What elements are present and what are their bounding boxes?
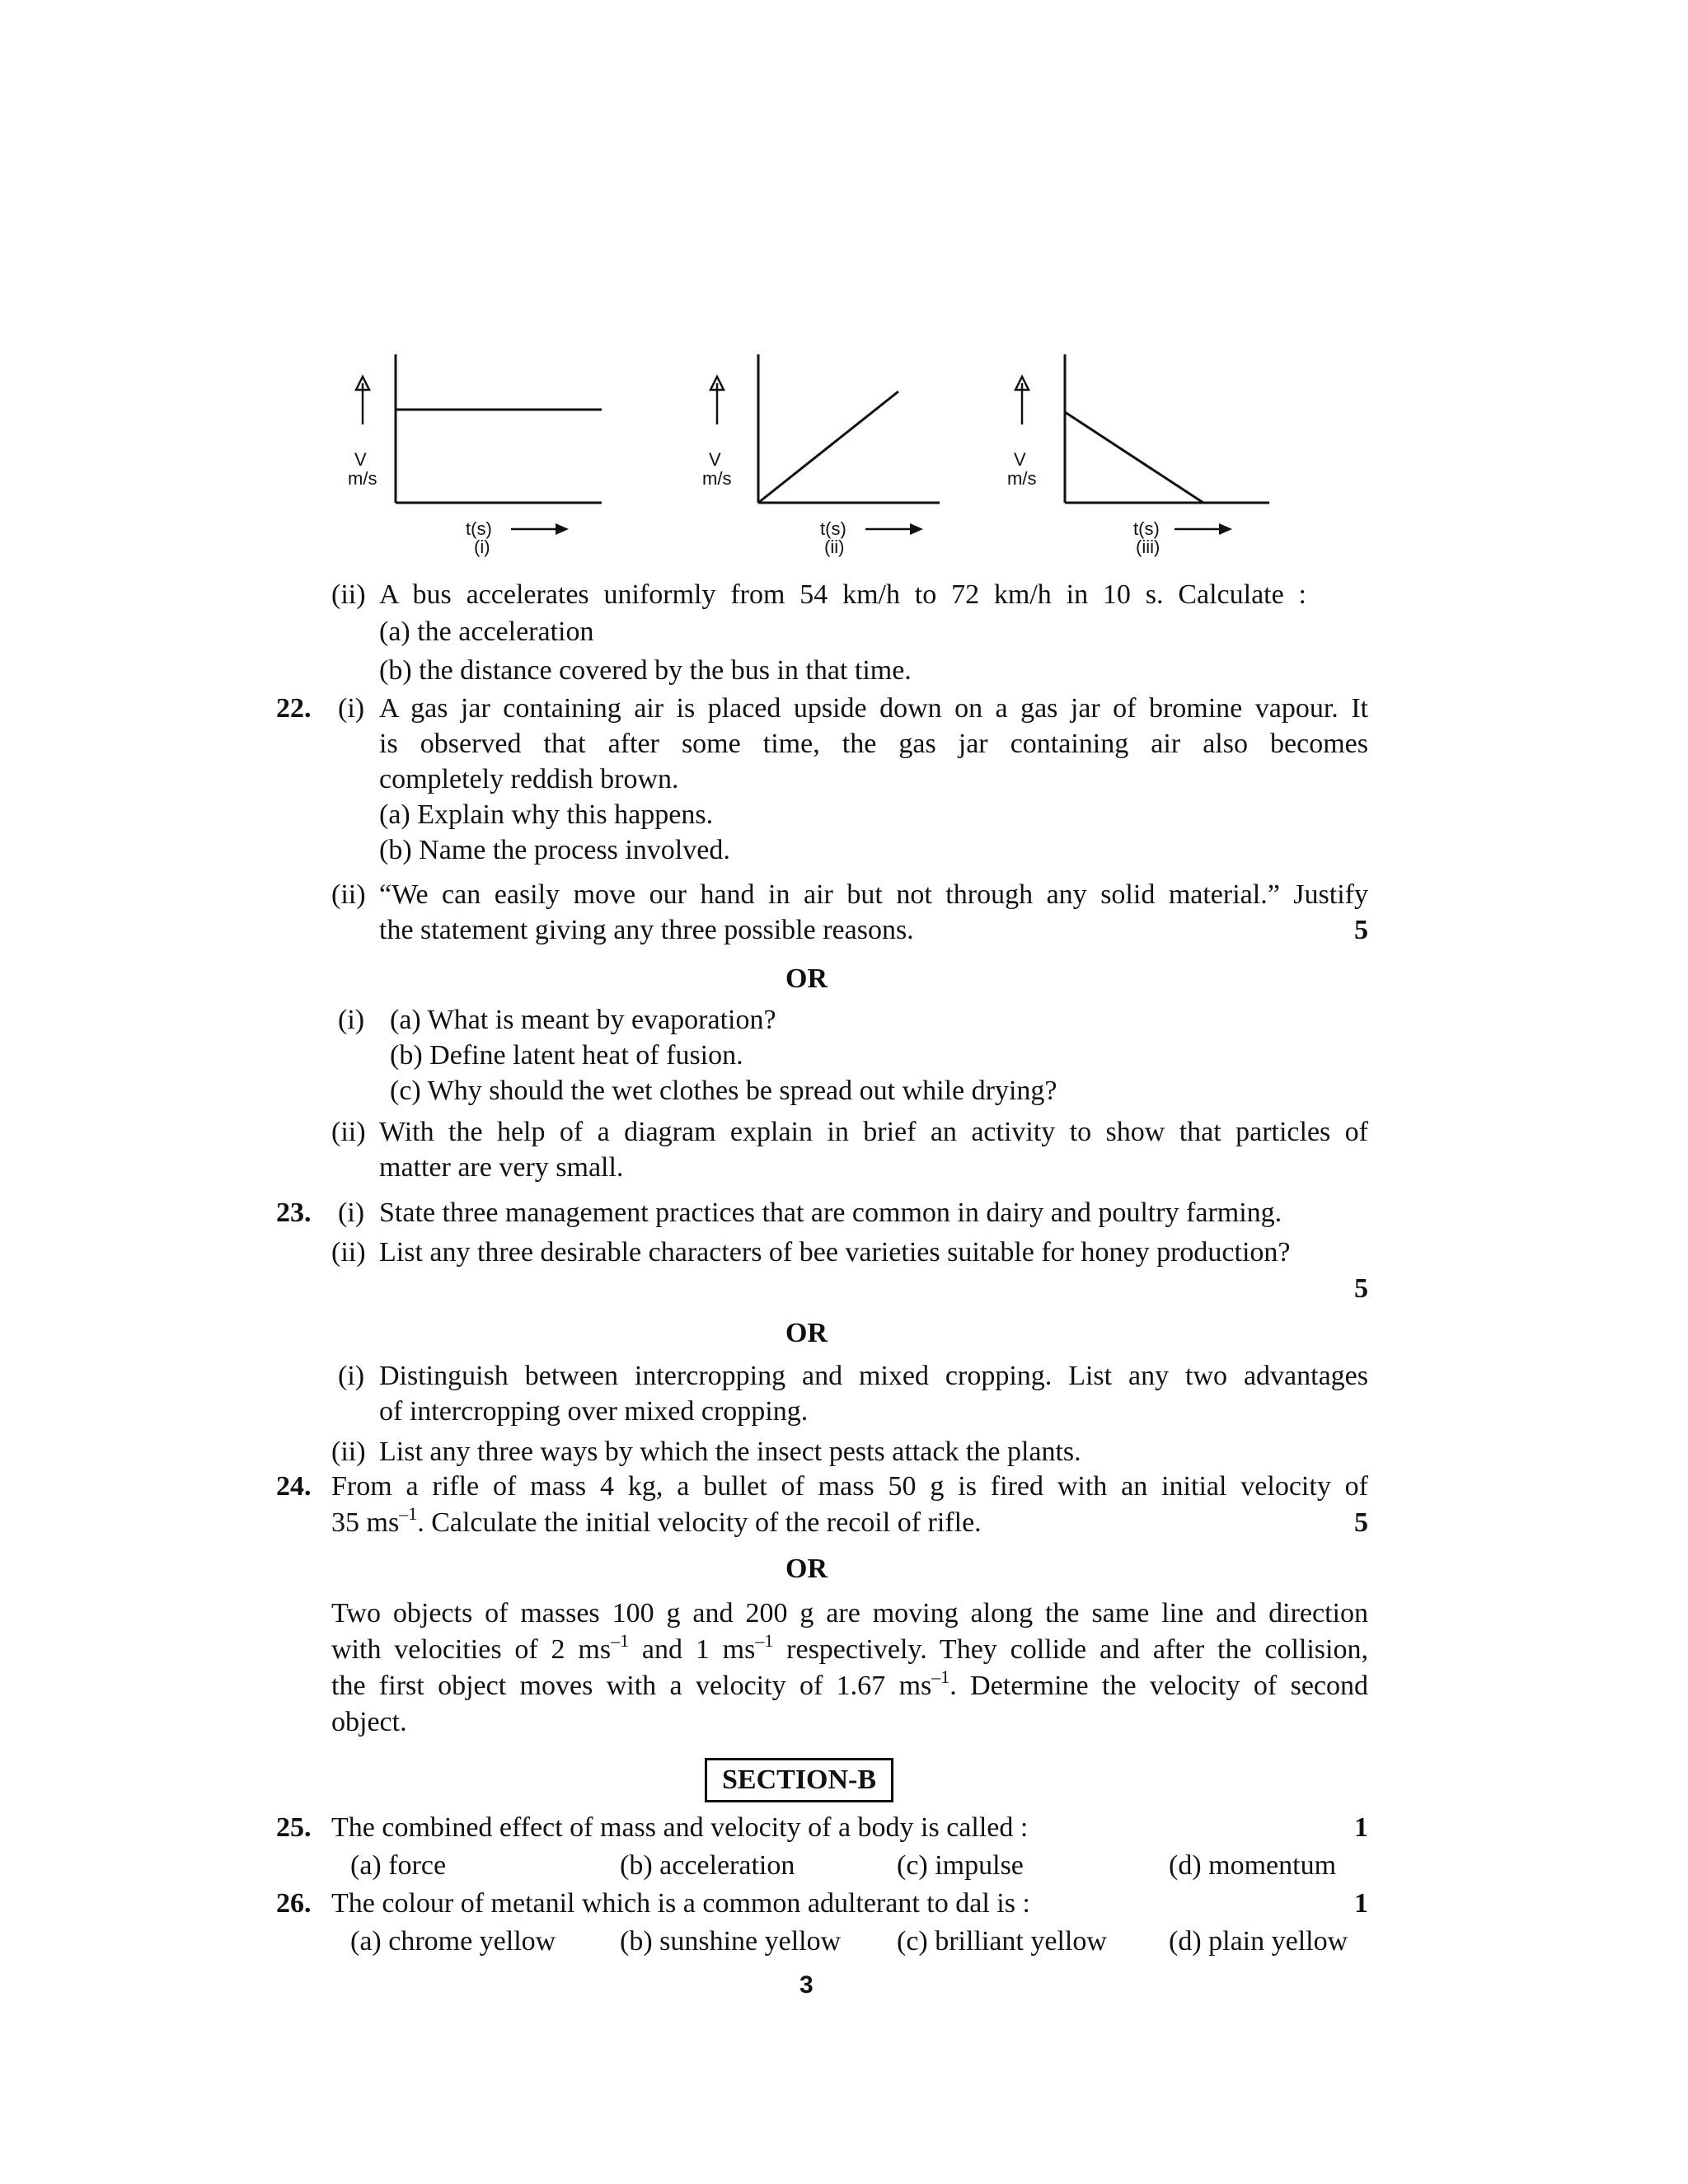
q21-ii-number: (ii) xyxy=(331,579,366,610)
q23-i-number: (i) xyxy=(338,1197,365,1228)
q22-i-b: (b) Name the process involved. xyxy=(379,835,730,865)
graph-i-unit-label: m/s xyxy=(348,468,377,489)
q22-alt-ii-line1: With the help of a diagram explain in brief an activity to show that particles of xyxy=(379,1117,1368,1147)
q26-option-d: (d) plain yellow xyxy=(1169,1926,1348,1957)
graph-ii-t-label: t(s) xyxy=(820,518,846,539)
q24-line1: From a rifle of mass 4 kg, a bullet of mass 50 g is fired with an initial velocity of xyxy=(331,1471,1368,1502)
q24-alt-line4: object. xyxy=(331,1707,407,1737)
q23-number: 23. xyxy=(276,1197,312,1228)
graph-constant-velocity xyxy=(338,350,618,556)
page-number: 3 xyxy=(799,1971,814,1999)
q25-option-d: (d) momentum xyxy=(1169,1850,1337,1881)
q25-option-b: (b) acceleration xyxy=(620,1850,795,1881)
q22-i-line1: A gas jar containing air is placed upside down on a gas jar of bromine vapour. It xyxy=(379,693,1368,724)
q24-or: OR xyxy=(785,1554,828,1584)
q23-alt-i-line2: of intercropping over mixed cropping. xyxy=(379,1396,809,1427)
graph-ii-number: (ii) xyxy=(824,537,845,557)
q23-ii-number: (ii) xyxy=(331,1237,366,1268)
q24-marks: 5 xyxy=(1354,1507,1368,1538)
q22-alt-ii-number: (ii) xyxy=(331,1117,366,1147)
q25-number: 25. xyxy=(276,1812,312,1843)
graph-ii-unit-label: m/s xyxy=(702,468,732,489)
q25-text: The combined effect of mass and velocity of a body is called : xyxy=(331,1812,1029,1843)
graph-ii-v-label: V xyxy=(709,449,721,470)
graph-iii-t-label: t(s) xyxy=(1133,518,1160,539)
q24-line2: 35 $ms^{-1}$. Calculate the initial velocity of the recoil of rifle. xyxy=(331,1503,982,1538)
q25-option-a: (a) force xyxy=(350,1850,447,1881)
q26-option-a: (a) chrome yellow xyxy=(350,1926,556,1957)
graph-iii-unit-label: m/s xyxy=(1007,468,1037,489)
graph-iii-v-label: V xyxy=(1014,449,1026,470)
q21-ii-b: (b) the distance covered by the bus in that time. xyxy=(379,655,912,686)
graph-iii-velocity-line xyxy=(1065,412,1203,503)
q24-number: 24. xyxy=(276,1471,312,1502)
q22-i-line3: completely reddish brown. xyxy=(379,764,679,794)
q22-or: OR xyxy=(785,963,828,994)
q22-alt-ii-line2: matter are very small. xyxy=(379,1152,624,1183)
q24-alt-line2: with velocities of 2 $ms^{-1}$ and 1 $ms^{-1}$ respectively. They collide and after the collision, xyxy=(331,1630,1368,1665)
graph-i-v-label: V xyxy=(354,449,367,470)
graph-ii-velocity-line xyxy=(758,391,898,503)
graph-increasing-velocity xyxy=(692,350,973,556)
q23-alt-ii-text: List any three ways by which the insect pests attack the plants. xyxy=(379,1436,1081,1467)
right-arrowhead-icon xyxy=(556,523,569,535)
graph-decreasing-velocity xyxy=(997,350,1278,556)
q22-ii-line2: the statement giving any three possible reasons. xyxy=(379,915,914,945)
q22-ii-line1: “We can easily move our hand in air but not through any solid material.” Justify xyxy=(379,879,1368,910)
q22-number: 22. xyxy=(276,693,312,724)
q24-alt-line3: the first object moves with a velocity of 1.67 $ms^{-1}$. Determine the velocity of second xyxy=(331,1666,1368,1701)
q25-marks: 1 xyxy=(1354,1812,1368,1843)
q23-ii-text: List any three desirable characters of bee varieties suitable for honey production? xyxy=(379,1237,1291,1268)
q21-ii-text: A bus accelerates uniformly from 54 km/h to 72 km/h in 10 s. Calculate : xyxy=(379,579,1306,610)
q23-i-text: State three management practices that are common in dairy and poultry farming. xyxy=(379,1197,1282,1228)
q23-marks: 5 xyxy=(1354,1273,1368,1304)
q22-i-line2: is observed that after some time, the gas jar containing air also becomes xyxy=(379,729,1368,759)
q26-number: 26. xyxy=(276,1888,312,1919)
q23-alt-i-number: (i) xyxy=(338,1361,365,1391)
q26-option-b: (b) sunshine yellow xyxy=(620,1926,842,1957)
q23-or: OR xyxy=(785,1318,828,1348)
q23-alt-i-line1: Distinguish between intercropping and mixed cropping. List any two advantages xyxy=(379,1361,1368,1391)
graph-iii-number: (iii) xyxy=(1136,537,1160,557)
q22-alt-b: (b) Define latent heat of fusion. xyxy=(390,1040,743,1071)
q25-option-c: (c) impulse xyxy=(897,1850,1024,1881)
section-b-heading: SECTION-B xyxy=(705,1758,893,1802)
right-arrowhead-icon xyxy=(910,523,923,535)
q22-i-number: (i) xyxy=(338,693,365,724)
q24-alt-line1: Two objects of masses 100 g and 200 g are moving along the same line and direction xyxy=(331,1598,1368,1629)
q22-i-a: (a) Explain why this happens. xyxy=(379,799,714,830)
graph-i-t-label: t(s) xyxy=(466,518,492,539)
q22-alt-c: (c) Why should the wet clothes be spread out while drying? xyxy=(390,1076,1057,1106)
right-arrowhead-icon xyxy=(1219,523,1232,535)
q21-ii-a: (a) the acceleration xyxy=(379,616,594,647)
q22-marks: 5 xyxy=(1354,915,1368,945)
q26-marks: 1 xyxy=(1354,1888,1368,1919)
q23-alt-ii-number: (ii) xyxy=(331,1436,366,1467)
q22-ii-number: (ii) xyxy=(331,879,366,910)
graph-i-number: (i) xyxy=(474,537,490,557)
q22-alt-i-number: (i) xyxy=(338,1005,365,1035)
q26-option-c: (c) brilliant yellow xyxy=(897,1926,1107,1957)
q22-alt-a: (a) What is meant by evaporation? xyxy=(390,1005,776,1035)
q26-text: The colour of metanil which is a common adulterant to dal is : xyxy=(331,1888,1030,1919)
